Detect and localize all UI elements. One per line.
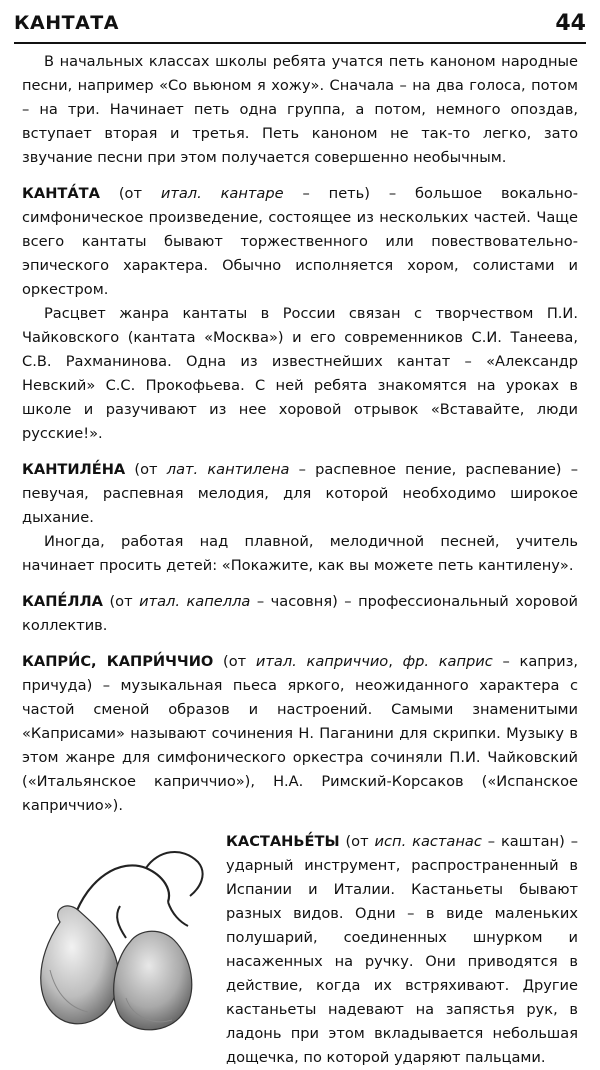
running-title: КАНТАТА bbox=[14, 12, 119, 34]
term-kapella: КАПЕ́ЛЛА bbox=[22, 593, 103, 610]
entry-kastanety: КАСТАНЬЕ́ТЫ (от исп. кастанас – каштан) – ударный инструмент, распространенный в Испании и Италии. Кастаньеты бывают разных видов. Одни – в виде маленьких полушарий, соединенных шнурком и насаженных на ручку. Они приводятся в действие, когда их встряхивают. Другие кастаньеты надевают на запястья рук, в ладонь при этом вкладывается небольшая дощечка, по которой ударяют пальцами. bbox=[226, 833, 579, 1066]
term-kantilena: КАНТИЛЕ́НА bbox=[22, 461, 126, 478]
entry-kapris: КАПРИ́С, КАПРИ́ЧЧИО (от итал. каприччио, фр. каприс – каприз, причуда) – музыкальная пьеса яркого, неожиданного характера с частой сменой образов и настроений. Самыми знаменитыми «Каприсами» называют сочинения Н. Паганини для скрипки. Музыку в этом жанре для симфонического оркестра сочиняли П.И. Чайковский («Итальянское каприччио»), Н.А. Римский-Корсаков («Испанское каприччио»). bbox=[22, 653, 578, 814]
entry-kantilena: КАНТИЛЕ́НА (от лат. кантилена – распевное пение, распевание) – певучая, распевная мелодия, для которой необходимо широкое дыхание. bbox=[22, 461, 578, 526]
definition-kapella: – профессиональный хоровой коллектив. bbox=[22, 593, 578, 634]
page-header bbox=[14, 0, 586, 44]
castanets-illustration bbox=[22, 830, 218, 1048]
definition-kastanety: – ударный инструмент, распространенный в Испании и Италии. Кастаньеты бывают разных видов. Одни – в виде маленьких полушарий, соединенных шнурком и насаженных на ручку. Они приводятся в действие, когда их встряхивают. Другие кастаньеты надевают на запястья рук, в ладонь при этом вкладывается небольшая дощечка, по которой ударяют пальцами. bbox=[226, 833, 579, 1066]
term-kastanety: КАСТАНЬЕ́ТЫ bbox=[226, 833, 340, 850]
page-number: 44 bbox=[555, 11, 586, 36]
entry-kastanety-block bbox=[22, 830, 578, 1070]
page-content bbox=[22, 50, 578, 1070]
entry-kapella: КАПЕ́ЛЛА (от итал. капелла – часовня) – профессиональный хоровой коллектив. bbox=[22, 593, 578, 634]
paragraph-kantata-history: Расцвет жанра кантаты в России связан с творчеством П.И. Чайковского (кантата «Москва») и его современников С.И. Танеева, С.В. Рахманинова. Одна из известнейших кантат – «Александр Невский» С.С. Прокофьева. С ней ребята знакомятся на уроках в школе и разучивают из нее хоровой отрывок «Вставайте, люди русские!». bbox=[22, 305, 578, 442]
definition-kapris: – музыкальная пьеса яркого, неожиданного характера с частой сменой образов и настроений. Самыми знаменитыми «Каприсами» называют сочинения Н. Паганини для скрипки. Музыку в этом жанре для симфонического оркестра сочиняли П.И. Чайковский («Итальянское каприччио»), Н.А. Римский-Корсаков («Испанское каприччио»). bbox=[22, 677, 578, 814]
term-kapris: КАПРИ́С, КАПРИ́ЧЧИО bbox=[22, 653, 214, 670]
term-kantata: КАНТА́ТА bbox=[22, 185, 100, 202]
definition-kantilena: – певучая, распевная мелодия, для которой необходимо широкое дыхание. bbox=[22, 461, 578, 526]
paragraph-kantilena-example: Иногда, работая над плавной, мелодичной песней, учитель начинает просить детей: «Покажите, как вы можете петь кантилену». bbox=[22, 533, 578, 574]
intro-paragraph: В начальных классах школы ребята учатся петь каноном народные песни, например «Со вьюном я хожу». Сначала – на два голоса, потом – на три. Начинает петь одна группа, а потом, немного опоздав, вступает вторая и третья. Петь каноном не так-то легко, зато звучание песни при этом получается совершенно необычным. bbox=[22, 53, 578, 166]
entry-kantata: КАНТА́ТА (от итал. кантаре – петь) – большое вокально-симфоническое произведение, состоящее из нескольких частей. Чаще всего кантаты бывают торжественного или повествовательно-эпического характера. Обычно исполняется хором, солистами и оркестром. bbox=[22, 185, 578, 298]
definition-kantata: – большое вокально-симфоническое произведение, состоящее из нескольких частей. Чаще всего кантаты бывают торжественного или повествовательно-эпического характера. Обычно исполняется хором, солистами и оркестром. bbox=[22, 185, 578, 298]
